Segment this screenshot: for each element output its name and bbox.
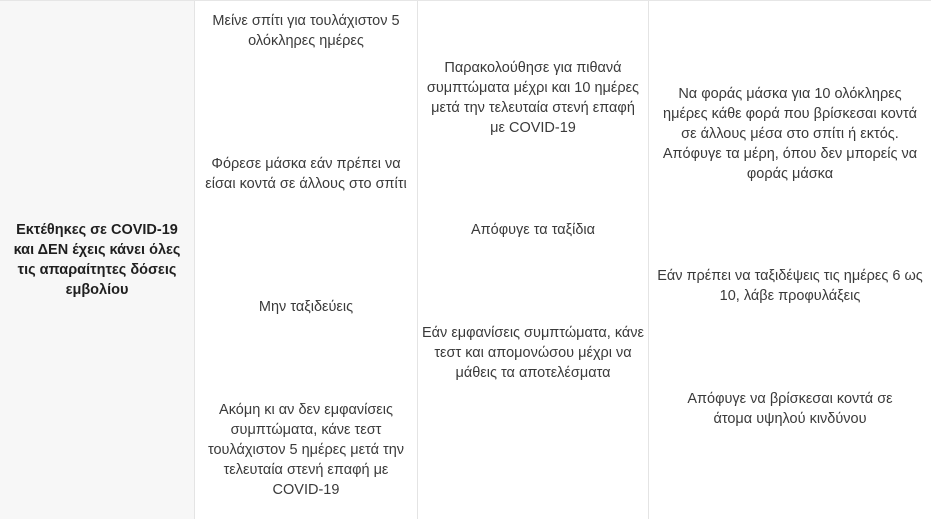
column-stay-home (195, 1, 418, 519)
cell-wear-mask-10-days: Να φοράς μάσκα για 10 ολόκληρες ημέρες κάθε φορά που βρίσκεσαι κοντά σε άλλους μέσα στο σπίτι ή εκτός. Απόφυγε τα μέρη, όπου δεν μπορείς να φοράς μάσκα (662, 86, 918, 182)
cell-avoid-travel: Απόφυγε τα ταξίδια (470, 222, 596, 238)
row-heading-cell (0, 1, 195, 519)
cell-wear-mask-home: Φόρεσε μάσκα εάν πρέπει να είσαι κοντά σε άλλους στο σπίτι (205, 156, 407, 192)
row-heading: Εκτέθηκες σε COVID-19 και ΔΕΝ έχεις κάνει όλες τις απαραίτητες δόσεις εμβολίου (13, 222, 181, 298)
column-monitor (418, 1, 649, 519)
cell-stay-home: Μείνε σπίτι για τουλάχιστον 5 ολόκληρες ημέρες (212, 13, 400, 49)
column-mask (649, 1, 931, 519)
cell-travel-precautions: Εάν πρέπει να ταξιδέψεις τις ημέρες 6 ως 10, λάβε προφυλάξεις (657, 268, 923, 304)
cell-avoid-high-risk: Απόφυγε να βρίσκεσαι κοντά σε άτομα υψηλού κινδύνου (687, 391, 893, 427)
cell-no-travel: Μην ταξιδεύεις (258, 299, 354, 315)
cell-monitor-symptoms: Παρακολούθησε για πιθανά συμπτώματα μέχρι και 10 ημέρες μετά την τελευταία στενή επαφή με COVID-19 (426, 60, 640, 136)
cell-test-if-symptoms: Εάν εμφανίσεις συμπτώματα, κάνε τεστ και απομονώσου μέχρι να μάθεις τα αποτελέσματα (422, 325, 645, 381)
cell-test-after-exposure: Ακόμη κι αν δεν εμφανίσεις συμπτώματα, κάνε τεστ τουλάχιστον 5 ημέρες μετά την τελευταία στενή επαφή με COVID-19 (207, 402, 405, 498)
